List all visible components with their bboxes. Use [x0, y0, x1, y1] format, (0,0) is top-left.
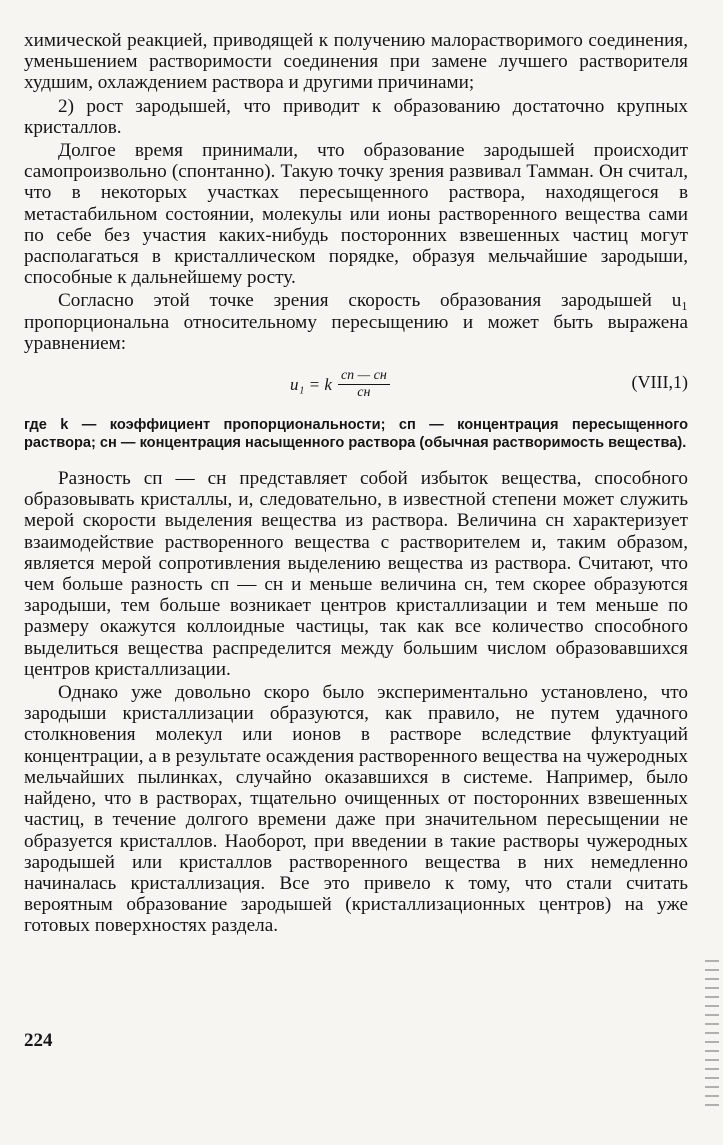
- equation-numerator: cп — cн: [338, 368, 390, 385]
- equation-denominator: cн: [357, 385, 371, 401]
- equation: [290, 368, 390, 401]
- equation-number: (VIII,1): [631, 372, 688, 393]
- paragraph-6: Однако уже довольно скоро было экспериментально установлено, что зародыши кристаллизации образуются, как правило, не путем удачного столкновения молекул или ионов в растворе вследствие флуктуаций концентрации, а в результате осаждения растворенного вещества на чужеродных мельчайших пылинках, случайно оказавшихся в системе. Например, было найдено, что в растворах, тщательно очищенных от посторонних взвешенных частиц, в течение долгого времени даже при значительном пересыщении не образуется кристаллов. Наоборот, при введении в такие растворы чужеродных зародышей или кристаллов растворенного вещества в них немедленно начиналась кристаллизация. Все это привело к тому, что стали считать вероятным образование зародышей (кристаллизационных центров) на уже готовых поверхностях раздела.: [24, 682, 688, 937]
- equation-fraction: [338, 368, 390, 401]
- page-body: [24, 30, 688, 937]
- paragraph-1: химической реакцией, приводящей к получению малорастворимого соединения, уменьшением растворимости соединения при замене лучшего растворителя худшим, охлаждением раствора и другими причинами;: [24, 30, 688, 94]
- paragraph-5: Разность cп — cн представляет собой избыток вещества, способного образовывать кристаллы, и, следовательно, в известной степени может служить мерой скорости выделения вещества из раствора. Величина cн характеризует взаимодействие растворенного вещества с растворителем и, таким образом, является мерой сопротивления выделению вещества из раствора. Считают, что чем больше разность cп — cн и меньше величина cн, тем скорее образуются зародыши, тем больше возникает центров кристаллизации и тем меньше по размеру окажутся коллоидные частицы, так как все количество способного выделиться вещества распределится между большим числом образовавшихся центров кристаллизации.: [24, 468, 688, 680]
- paragraph-2: 2) рост зародышей, что приводит к образованию достаточно крупных кристаллов.: [24, 95, 688, 138]
- equation-lhs: u₁ = k: [290, 374, 332, 394]
- equation-block: [24, 360, 688, 414]
- paragraph-4: Согласно этой точке зрения скорость образования зародышей u₁ пропорциональна относительному пересыщению и может быть выражена уравнением:: [24, 290, 688, 354]
- footnote-definitions: где k — коэффициент пропорциональности; cп — концентрация пересыщенного раствора; cн — концентрация насыщенного раствора (обычная растворимость вещества).: [24, 417, 688, 452]
- paragraph-3: Долгое время принимали, что образование зародышей происходит самопроизвольно (спонтанно). Такую точку зрения развивал Тамман. Он считал, что в некоторых участках пересыщенного раствора, находящегося в метастабильном состоянии, молекулы или ионы растворенного вещества сами по себе без участия каких-нибудь посторонних взвешенных частиц могут располагаться в кристаллическом порядке, образуя мельчайшие зародыши, способные к дальнейшему росту.: [24, 140, 688, 289]
- scan-edge-artifact: [705, 960, 719, 1110]
- page-number: 224: [24, 1030, 53, 1051]
